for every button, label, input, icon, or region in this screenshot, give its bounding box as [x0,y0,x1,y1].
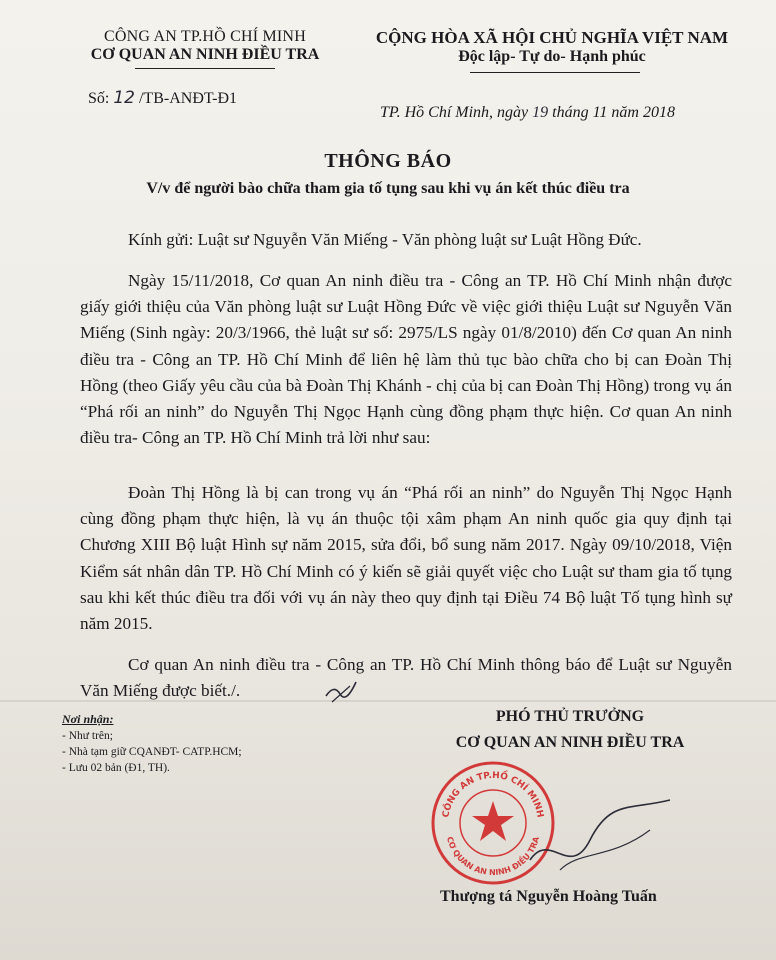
date-suffix: tháng 11 năm 2018 [552,104,675,121]
agency-underline [135,68,275,69]
agency-line-2: CƠ QUAN AN NINH ĐIỀU TRA [90,46,320,63]
motto-underline [470,72,640,73]
agency-header [50,28,360,64]
handwritten-mark-icon [322,676,362,706]
body-paragraph-2 [80,480,732,637]
paragraph-text: Cơ quan An ninh điều tra - Công an TP. Hồ Chí Minh thông báo để Luật sư Nguyễn Văn Miếng được biết./. [80,655,732,701]
body-paragraph-1 [80,268,732,451]
doc-no-suffix: /TB-ANĐT-Đ1 [138,90,238,107]
document-subtitle: V/v để người bào chữa tham gia tố tụng sau khi vụ án kết thúc điều tra [146,180,630,197]
recipients-item: - Nhà tạm giữ CQANĐT- CATP.HCM; [62,746,242,758]
document-date [380,104,675,122]
paragraph-text: Ngày 15/11/2018, Cơ quan An ninh điều tra - Công an TP. Hồ Chí Minh nhận được giấy giới thiệu của Văn phòng luật sư Luật Hồng Đức về việc giới thiệu Luật sư Nguyễn Văn Miếng (Sinh ngày: 20/3/1966, thẻ luật sư số: 2975/LS ngày 01/8/2010) đến Cơ quan An ninh điều tra - Công an TP. Hồ Chí Minh để liên hệ làm thủ tục bào chữa cho bị can Đoàn Thị Hồng (theo Giấy yêu cầu của bà Đoàn Thị Khánh - chị của bị can Đoàn Thị Hồng) trong vụ án “Phá rối an ninh” do Nguyễn Thị Ngọc Hạnh cùng đồng phạm thực hiện. Cơ quan An ninh điều tra- Công an TP. Hồ Chí Minh trả lời như sau: [80,271,732,448]
document-title: THÔNG BÁO [324,150,452,172]
signer-position-2: CƠ QUAN AN NINH ĐIỀU TRA [455,734,685,751]
document-number [88,88,237,108]
recipient-line: Kính gửi: Luật sư Nguyễn Văn Miếng - Văn phòng luật sư Luật Hồng Đức. [128,230,642,249]
doc-no-handwritten: 12 [113,88,135,108]
nation-header [352,28,752,66]
recipients-item: - Như trên; [62,730,113,742]
signer-position-1: PHÓ THỦ TRƯỞNG [495,708,645,725]
date-day-handwritten: 19 [532,104,549,121]
agency-line-1: CÔNG AN TP.HỒ CHÍ MINH [104,28,306,45]
recipients-label: Nơi nhận: [62,712,114,726]
date-prefix: TP. Hồ Chí Minh, ngày [380,104,529,121]
seal-bottom-text: CƠ QUAN AN NINH ĐIỀU TRA [444,835,542,878]
paragraph-text: Đoàn Thị Hồng là bị can trong vụ án “Phá rối an ninh” do Nguyễn Thị Ngọc Hạnh cùng đồng phạm thực hiện, là vụ án thuộc tội xâm phạm An ninh quốc gia quy định tại Chương XIII Bộ luật Hình sự năm 2015, sửa đổi, bổ sung năm 2017. Ngày 09/10/2018, Viện Kiểm sát nhân dân TP. Hồ Chí Minh có ý kiến sẽ giải quyết việc cho Luật sư tham gia tố tụng sau khi kết thúc điều tra đối với vụ án này theo quy định tại Điều 74 Bộ luật Tố tụng hình sự năm 2015. [80,483,732,634]
nation-line-1: CỘNG HÒA XÃ HỘI CHỦ NGHĨA VIỆT NAM [375,28,729,47]
nation-line-2: Độc lập- Tự do- Hạnh phúc [458,48,646,65]
recipients-item: - Lưu 02 bản (Đ1, TH). [62,762,170,774]
seal-top-text: CÔNG AN TP.HỒ CHÍ MINH [441,770,545,819]
doc-no-prefix: Số: [88,90,110,107]
signer-name: Thượng tá Nguyễn Hoàng Tuấn [440,888,657,905]
handwritten-signature-icon [520,790,680,890]
body-paragraph-3 [80,652,732,704]
